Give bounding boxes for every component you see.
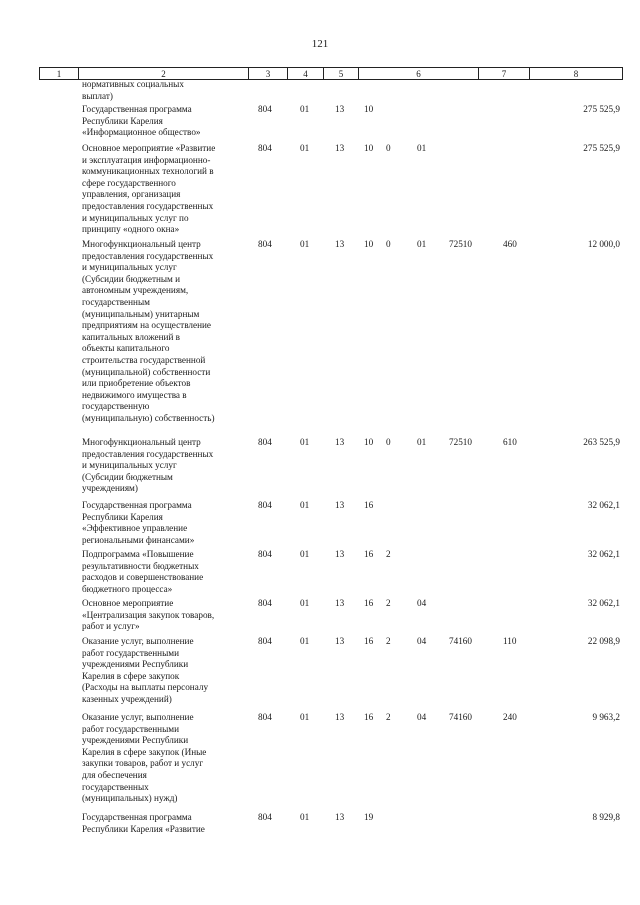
row-description-line: работ и услуг»	[82, 621, 140, 632]
row-description-line: предоставления государственных	[82, 448, 214, 459]
row-description-line: «Централизация закупок товаров,	[82, 609, 215, 620]
cell-section: 01	[300, 712, 310, 722]
cell-subprogram: 2	[386, 636, 391, 646]
row-description-line: и эксплуатация информационно-	[82, 154, 211, 165]
row-description-line: выплат)	[82, 90, 113, 101]
cell-main-activity: 01	[417, 239, 427, 249]
cell-subprogram: 0	[386, 143, 391, 153]
cell-ministry-code: 804	[258, 104, 272, 114]
cell-subsection: 13	[335, 598, 345, 608]
row-description-line: Оказание услуг, выполнение	[82, 636, 194, 646]
cell-section: 01	[300, 143, 310, 153]
row-description-line: коммуникационных технологий в	[82, 166, 214, 177]
row-description	[82, 636, 242, 706]
row-description-line: и муниципальных услуг	[82, 460, 177, 471]
row-description-line: (муниципальных) нужд)	[82, 793, 178, 804]
cell-subsection: 13	[335, 636, 345, 646]
row-description-line: и муниципальных услуг по	[82, 212, 189, 223]
cell-main-activity: 01	[417, 437, 427, 447]
cell-program: 16	[364, 636, 374, 646]
row-description-line: «Эффективное управление	[82, 523, 188, 534]
cell-program: 10	[364, 143, 374, 153]
cell-subsection: 13	[335, 500, 345, 510]
cell-subprogram: 2	[386, 598, 391, 608]
row-description	[82, 79, 242, 102]
page-number: 121	[311, 38, 329, 50]
cell-subsection: 13	[335, 104, 345, 114]
cell-subprogram: 0	[386, 239, 391, 249]
row-description-line: результативности бюджетных	[82, 560, 199, 571]
row-description-line: «Информационное общество»	[82, 127, 201, 138]
cell-subprogram: 0	[386, 437, 391, 447]
cell-direction: 74160	[449, 712, 472, 722]
row-description-line: предоставления государственных	[82, 250, 214, 261]
cell-amount: 275 525,9	[583, 104, 620, 114]
column-header-7: 7	[479, 68, 530, 80]
cell-subsection: 13	[335, 143, 345, 153]
row-description	[82, 500, 242, 546]
row-description-line: принципу «одного окна»	[82, 224, 180, 235]
cell-program: 16	[364, 598, 374, 608]
cell-section: 01	[300, 437, 310, 447]
cell-ministry-code: 804	[258, 437, 272, 447]
row-description-line: управления, организация	[82, 189, 181, 200]
cell-amount: 275 525,9	[583, 143, 620, 153]
row-description-line: Оказание услуг, выполнение	[82, 712, 194, 722]
cell-amount: 32 062,1	[587, 500, 620, 510]
row-description	[82, 712, 242, 805]
row-description-line: (муниципальным) унитарным	[82, 308, 200, 319]
row-description-line: предоставления государственных	[82, 200, 214, 211]
cell-section: 01	[300, 812, 310, 822]
cell-section: 01	[300, 104, 310, 114]
row-description-line: предприятиям на осуществление	[82, 320, 211, 331]
row-description-line: Многофункциональный центр	[82, 437, 201, 447]
row-description-line: учреждениями Республики	[82, 659, 189, 670]
row-description-line: учреждениям)	[82, 483, 138, 494]
row-description	[82, 812, 242, 835]
row-description-line: автономным учреждениям,	[82, 285, 189, 296]
row-description-line: государственных	[82, 781, 149, 792]
row-description-line: закупки товаров, работ и услуг	[82, 758, 204, 769]
row-description-line: Многофункциональный центр	[82, 239, 201, 249]
row-description-line: Основное мероприятие	[82, 598, 174, 608]
column-header-4: 4	[288, 68, 324, 80]
cell-amount: 263 525,9	[583, 437, 620, 447]
row-description-line: Карелия в сфере закупок	[82, 670, 180, 681]
row-description-line: для обеспечения	[82, 769, 147, 780]
cell-expense-type: 240	[503, 712, 517, 722]
column-header-3: 3	[249, 68, 288, 80]
cell-subsection: 13	[335, 712, 345, 722]
row-description-line: Государственная программа	[82, 104, 192, 114]
row-description-line: Основное мероприятие «Развитие	[82, 143, 216, 153]
row-description-line: (муниципальную) собственность)	[82, 412, 215, 423]
cell-main-activity: 04	[417, 712, 427, 722]
cell-direction: 74160	[449, 636, 472, 646]
row-description-line: Республики Карелия	[82, 115, 163, 126]
row-description-line: (Расходы на выплаты персоналу	[82, 682, 209, 693]
cell-ministry-code: 804	[258, 239, 272, 249]
row-description-line: государственную	[82, 401, 150, 412]
cell-program: 16	[364, 712, 374, 722]
cell-amount: 32 062,1	[587, 598, 620, 608]
cell-section: 01	[300, 549, 310, 559]
row-description-line: учреждениями Республики	[82, 735, 189, 746]
cell-direction: 72510	[449, 437, 472, 447]
row-description	[82, 104, 242, 139]
cell-ministry-code: 804	[258, 636, 272, 646]
column-header-6: 6	[359, 68, 479, 80]
cell-amount: 32 062,1	[587, 549, 620, 559]
row-description-line: нормативных социальных	[82, 79, 184, 89]
cell-expense-type: 610	[503, 437, 517, 447]
cell-main-activity: 04	[417, 636, 427, 646]
row-description-line: строительства государственной	[82, 354, 206, 365]
row-description	[82, 598, 242, 633]
cell-subsection: 13	[335, 437, 345, 447]
cell-section: 01	[300, 239, 310, 249]
row-description-line: капитальных вложений в	[82, 331, 181, 342]
cell-subprogram: 2	[386, 549, 391, 559]
cell-program: 10	[364, 239, 374, 249]
cell-ministry-code: 804	[258, 549, 272, 559]
cell-main-activity: 04	[417, 598, 427, 608]
column-header-2: 2	[79, 68, 249, 80]
row-description-line: Карелия в сфере закупок (Иные	[82, 746, 207, 757]
cell-ministry-code: 804	[258, 500, 272, 510]
cell-subsection: 13	[335, 812, 345, 822]
cell-amount: 22 098,9	[587, 636, 620, 646]
row-description-line: работ государственными	[82, 647, 180, 658]
row-description	[82, 143, 242, 236]
cell-main-activity: 01	[417, 143, 427, 153]
column-header-1: 1	[40, 68, 79, 80]
cell-subprogram: 2	[386, 712, 391, 722]
cell-section: 01	[300, 598, 310, 608]
row-description-line: региональными финансами»	[82, 534, 195, 545]
column-header-8: 8	[530, 68, 623, 80]
cell-section: 01	[300, 636, 310, 646]
row-description	[82, 437, 242, 495]
cell-program: 16	[364, 549, 374, 559]
row-description-line: объекты капитального	[82, 343, 170, 354]
row-description-line: Подпрограмма «Повышение	[82, 549, 194, 559]
row-description-line: Государственная программа	[82, 500, 192, 510]
cell-direction: 72510	[449, 239, 472, 249]
cell-section: 01	[300, 500, 310, 510]
row-description-line: (муниципальной) собственности	[82, 366, 211, 377]
row-description-line: расходов и совершенствование	[82, 572, 204, 583]
cell-ministry-code: 804	[258, 812, 272, 822]
row-description-line: (Субсидии бюджетным	[82, 471, 173, 482]
row-description-line: Республики Карелия	[82, 511, 163, 522]
column-header-5: 5	[324, 68, 359, 80]
row-description-line: работ государственными	[82, 723, 180, 734]
cell-amount: 12 000,0	[587, 239, 620, 249]
row-description-line: недвижимого имущества в	[82, 389, 187, 400]
row-description-line: сфере государственного	[82, 177, 176, 188]
cell-ministry-code: 804	[258, 598, 272, 608]
row-description-line: государственным	[82, 296, 150, 307]
row-description-line: Республики Карелия «Развитие	[82, 823, 205, 834]
row-description-line: (Субсидии бюджетным и	[82, 273, 181, 284]
cell-program: 10	[364, 104, 374, 114]
cell-amount: 9 963,2	[592, 712, 620, 722]
row-description	[82, 239, 242, 425]
cell-subsection: 13	[335, 239, 345, 249]
row-description-line: или приобретение объектов	[82, 378, 191, 389]
row-description-line: казенных учреждений)	[82, 693, 172, 704]
cell-expense-type: 460	[503, 239, 517, 249]
cell-amount: 8 929,8	[592, 812, 620, 822]
cell-program: 10	[364, 437, 374, 447]
row-description-line: бюджетного процесса»	[82, 583, 173, 594]
cell-subsection: 13	[335, 549, 345, 559]
column-header-row	[40, 68, 623, 80]
cell-expense-type: 110	[503, 636, 517, 646]
row-description	[82, 549, 242, 595]
row-description-line: Государственная программа	[82, 812, 192, 822]
row-description-line: и муниципальных услуг	[82, 262, 177, 273]
cell-program: 16	[364, 500, 374, 510]
cell-program: 19	[364, 812, 374, 822]
cell-ministry-code: 804	[258, 712, 272, 722]
cell-ministry-code: 804	[258, 143, 272, 153]
